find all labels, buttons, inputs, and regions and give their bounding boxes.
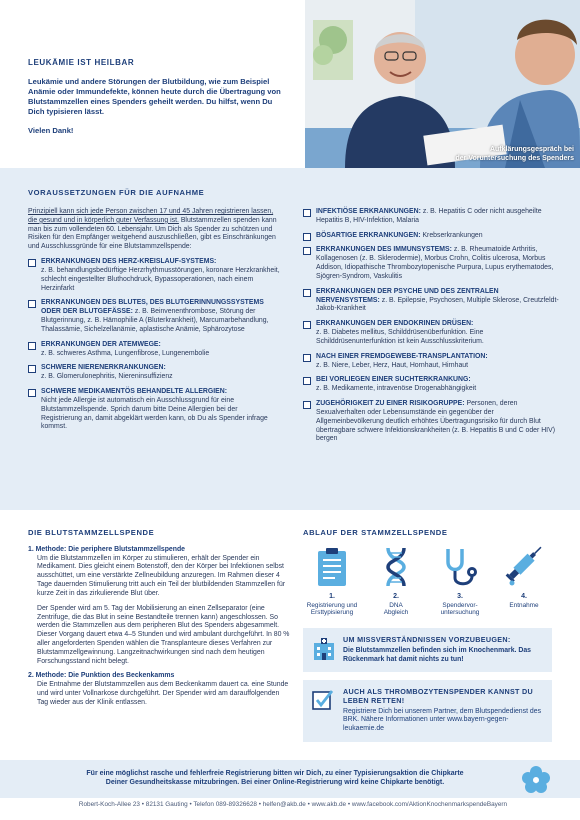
exclusion-item <box>28 364 280 382</box>
intro-text: Leukämie und andere Störungen der Blutbildung, wie zum Beispiel Anämie oder Immundefekte, können heute durch die Übertragung von Blutstammzellen eines Spenders geheilt werden. Du hilfst, wenn Du Dich typisieren lässt. <box>28 77 281 117</box>
exclusion-title: ZUGEHÖRIGKEIT ZU EINER RISIKOGRUPPE: <box>316 400 465 408</box>
exclusion-item <box>303 320 559 346</box>
step-number: 2. <box>393 592 399 600</box>
consultation-photo <box>305 0 580 168</box>
exclusion-text: z. B. Rheumatoide Arthritis, Kollagenosen (z. B. Sklerodermie), Morbus Crohn, Colitis ulcerosa, Morbus Addison, Idiopathische Thrombozytopenische Purpura, Lupus erythematodes, Sjögren-Syndrom, Vaskulitis <box>316 246 554 280</box>
exclusion-title: INFEKTIÖSE ERKRANKUNGEN: <box>316 208 421 215</box>
process-steps <box>303 546 553 636</box>
donation-block <box>28 528 290 714</box>
step-label-line1: Spendervor- <box>442 601 478 609</box>
checkbox-icon <box>303 401 311 409</box>
footer-note <box>40 769 510 787</box>
intro-heading: LEUKÄMIE IST HEILBAR <box>28 58 135 67</box>
exclusion-text: Krebserkrankungen <box>422 231 483 239</box>
process-step <box>495 546 553 610</box>
hospital-icon <box>312 637 336 661</box>
exclusion-item <box>303 208 559 226</box>
exclusion-text: z. B. Medikamente, intravenöse Drogenabhängigkeit <box>316 385 477 393</box>
method-2-paragraph-1: Die Entnahme der Blutstammzellen aus dem Beckenkamm dauert ca. eine Stunde und wird unter Vollnarkose durchgeführt. Der Spender wird am darauffolgenden Tag wieder aus der Klinik entlassen. <box>37 681 289 706</box>
exclusion-text: Nicht jede Allergie ist automatisch ein Ausschlussgrund für eine Blutstammzellspende. Sprich darum bitte Deine Allergien bei der Registrierung an, damit abgeklärt werden kann, ob Du als Spender infrage kommst. <box>41 396 268 431</box>
checkbox-icon <box>303 289 311 297</box>
process-block <box>303 528 553 636</box>
method-1-paragraph-1: Um die Blutstammzellen im Körper zu stimulieren, erhält der Spender ein Medikament. Dies gleicht einem Botenstoff, den der Körper bei Infektionen selbst ausschüttet, um eine verstärkte Zellneubildung anzuregen. Im Rahmen dieser 4 Tage dauernden Stimulierung tritt auch ein Teil der blutbildenden Stammzellen für kurze Zeit in das zirkulierende Blut über. <box>37 554 286 597</box>
exclusion-text: z. B. Diabetes mellitus, Schilddrüsenüberfunktion. Eine Schilddrüsenunterfunktion ist kein Ausschlusskriterium. <box>316 329 484 345</box>
exclusion-title: ERKRANKUNGEN DER ENDOKRINEN DRÜSEN: <box>316 320 474 328</box>
step-label-line2: Abgleich <box>383 609 409 617</box>
exclusion-item <box>28 299 280 334</box>
intro-thanks: Vielen Dank! <box>28 126 74 136</box>
exclusion-text: Personen, deren Sexualverhalten oder Lebensumstände ein gegenüber der Allgemeinbevölkerung deutlich erhöhtes Übertragungsrisiko für durch Blut übertragbare schwere Infektionskrankheiten (z. B. Hepatitis B und C oder HIV) bergen <box>316 400 555 443</box>
requirements-left-column <box>28 208 280 438</box>
requirements-intro <box>28 208 280 252</box>
platelet-donor-callout <box>303 680 552 742</box>
step-label-line1: Registrierung und <box>306 601 358 609</box>
checkbox-icon <box>303 321 311 329</box>
exclusion-item <box>303 288 559 314</box>
callout-text: Registriere Dich bei unserem Partner, dem Blutspendedienst des BRK. Nähere Informationen unter www.bayern-gegen-leukaemie.de <box>343 707 542 733</box>
checkbox-icon <box>28 300 36 308</box>
exclusion-title: ERKRANKUNGEN DES IMMUNSYSTEMS: <box>316 246 452 254</box>
checkbox-icon <box>303 209 311 217</box>
exclusion-text: z. B. Beinvenenthrombose, Störung der Blutgerinnung, z. B. Hämophilie A (Bluterkrankheit), Marcumarbehandlung, Thalassämie, Sichelzellanämie, aplastische Anämie, Sphärozytose <box>41 308 269 333</box>
exclusion-title: ERKRANKUNGEN DES BLUTES, DES BLUTGERINNUNGSSYSTEMS ODER DER BLUTGEFÄSSE: <box>41 299 264 316</box>
contact-line: Robert-Koch-Allee 23 • 82131 Gauting • Telefon 089-89326628 • helfen@akb.de • www.akb.de • www.facebook.com/AktionKnochenmarkspendeBayern <box>78 801 508 808</box>
method-2 <box>28 672 290 707</box>
exclusion-title: ERKRANKUNGEN DES HERZ-KREISLAUF-SYSTEMS: <box>41 258 217 266</box>
requirements-section <box>0 168 580 510</box>
step-label-line2: untersuchung <box>440 609 480 617</box>
step-label-line1: DNA <box>389 601 403 609</box>
exclusion-item <box>303 400 559 444</box>
clipboard-icon <box>312 546 352 588</box>
dna-icon <box>376 546 416 588</box>
checkbox-checked-icon <box>312 689 334 711</box>
callout-title: AUCH ALS THROMBOZYTENSPENDER KANNST DU LEBEN RETTEN! <box>343 687 534 705</box>
exclusion-title: ERKRANKUNGEN DER ATEMWEGE: <box>41 340 161 348</box>
step-label-line1: Entnahme <box>509 601 539 609</box>
method-1-title: 1. Methode: Die periphere Blutstammzellspende <box>28 545 185 553</box>
exclusion-text: z. B. Epilepsie, Psychosen, Multiple Sklerose, Creutzfeldt-Jakob-Krankheit <box>316 296 559 313</box>
intro-block <box>28 58 290 136</box>
callout-title: UM MISSVERSTÄNDNISSEN VORZUBEUGEN: <box>343 635 511 644</box>
checkbox-icon <box>28 259 36 267</box>
stethoscope-icon <box>440 546 480 588</box>
callout-text <box>343 647 544 665</box>
process-step <box>303 546 361 617</box>
exclusion-title: BÖSARTIGE ERKRANKUNGEN: <box>316 231 421 239</box>
exclusion-text: z. B. Niere, Leber, Herz, Haut, Hornhaut, Hirnhaut <box>316 361 469 369</box>
requirements-intro-underlined: Prinzipiell kann sich jede Person zwischen 17 und 45 Jahren registrieren lassen, die gesund und in körperlich guter Verfassung ist. <box>28 208 274 224</box>
checkbox-icon <box>28 389 36 397</box>
checkbox-icon <box>303 354 311 362</box>
exclusion-title: NACH EINER FREMDGEWEBE-TRANSPLANTATION: <box>316 352 488 360</box>
method-2-title: 2. Methode: Die Punktion des Beckenkamms <box>28 672 175 680</box>
exclusion-title: SCHWERE MEDIKAMENTÖS BEHANDELTE ALLERGIEN: <box>41 388 228 396</box>
exclusion-text: z. B. behandlungsbedürftige Herzrhythmusstörungen, koronare Herzkrankheit, schlecht eingestellter Bluthochdruck, Bypassoperationen, nach einem Herzinfarkt <box>41 266 280 292</box>
method-1-paragraph-2: Der Spender wird am 5. Tag der Mobilisierung an einen Zellseparator (eine Zentrifuge, die das Blut in seine Bestandteile trennen kann) angeschlossen. So werden die Stammzellen aus dem peripheren Blut des Spenders abgesammelt. Dieser Vorgang dauert etwa 4–5 Stunden und wird ambulant durchgeführt. In 80 % aller angeforderten Spenden wählen die Transplanteure dieses Verfahren zur Blutstammzellgewinnung. Langzeitnachwirkungen sind nach dem heutigen Forschungsstand nicht belegt. <box>37 604 290 665</box>
step-number: 3. <box>457 592 463 600</box>
exclusion-item <box>28 341 280 359</box>
exclusion-text: z. B. Glomerulonephritis, Niereninsuffizienz <box>41 373 173 381</box>
exclusion-item <box>303 353 559 371</box>
step-number: 1. <box>329 592 335 600</box>
photo-caption-line1: Aufklärungsgespräch bei <box>489 146 574 154</box>
process-step <box>367 546 425 617</box>
photo-caption <box>374 146 574 163</box>
callout-text-bold: Die Blutstammzellen befinden sich im Knochenmark. Das Rückenmark hat damit nichts zu tun! <box>343 646 532 663</box>
flower-logo-icon <box>520 764 552 796</box>
checkbox-icon <box>28 365 36 373</box>
exclusion-text: z. B. Hepatitis C oder nicht ausgeheilte Hepatitis B, HIV-Infektion, Malaria <box>316 208 542 224</box>
footer-note-line2: Deiner Gesundheitskasse mitzubringen. Bei einer Online-Registrierung wird keine Chipkarte benötigt. <box>105 779 445 787</box>
lower-section <box>0 510 580 760</box>
step-number: 4. <box>521 592 527 600</box>
exclusion-title: ERKRANKUNGEN DER PSYCHE UND DES ZENTRALEN NERVENSYSTEMS: <box>316 287 499 304</box>
checkbox-icon <box>28 342 36 350</box>
requirements-heading: VORAUSSETZUNGEN FÜR DIE AUFNAHME <box>28 188 205 197</box>
bone-marrow-callout <box>303 628 552 672</box>
donation-heading: DIE BLUTSTAMMZELLSPENDE <box>28 528 155 537</box>
step-label-line2: Ersttypisierung <box>310 609 354 617</box>
checkbox-icon <box>303 233 311 241</box>
process-heading: ABLAUF DER STAMMZELLSPENDE <box>303 528 448 537</box>
top-section <box>0 0 580 168</box>
exclusion-item <box>303 376 559 394</box>
photo-caption-line2: der Voruntersuchung des Spenders <box>455 154 574 162</box>
footer-note-line1: Für eine möglichst rasche und fehlerfreie Registrierung bitten wir Dich, zu einer Typisierungsaktion die Chipkarte <box>86 770 464 777</box>
exclusion-title: SCHWERE NIERENERKRANKUNGEN: <box>41 364 166 372</box>
exclusion-item <box>28 258 280 293</box>
photo-illustration <box>305 0 580 168</box>
checkbox-icon <box>303 247 311 255</box>
requirements-right-column <box>303 208 559 450</box>
exclusion-item <box>28 388 280 432</box>
exclusion-item <box>303 246 559 281</box>
checkbox-icon <box>303 377 311 385</box>
method-1 <box>28 546 290 667</box>
exclusion-item <box>303 232 559 241</box>
syringe-icon <box>504 546 544 588</box>
process-step <box>431 546 489 617</box>
exclusion-text: z. B. schweres Asthma, Lungenfibrose, Lungenembolie <box>41 349 210 357</box>
footer-band <box>0 760 580 798</box>
requirements-intro-rest: Blutstammzellen spenden kann man bis zum vollendeten 60. Lebensjahr. Um Dich als Spender zu schützen und Risiken für den Empfänger weitgehend auszuschließen, gibt es Einschränkungen und Ausschlussgründe für eine Blutstammzellspende: <box>28 216 277 251</box>
exclusion-title: BEI VORLIEGEN EINER SUCHTERKRANKUNG: <box>316 376 471 384</box>
